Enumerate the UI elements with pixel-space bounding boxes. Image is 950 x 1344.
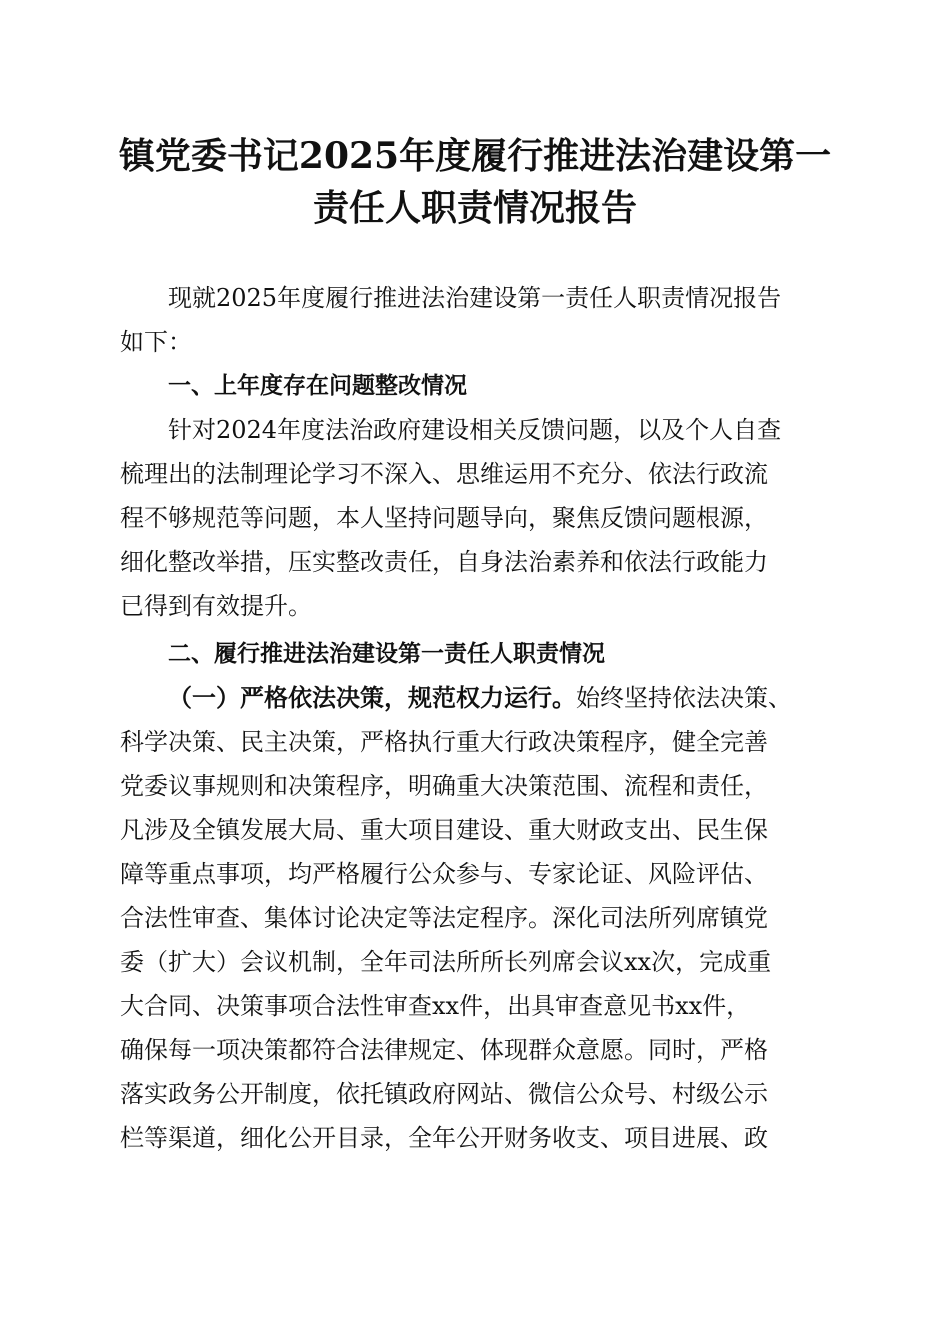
section-1-paragraph — [120, 408, 830, 628]
section-1-line: 梳理出的法制理论学习不深入、思维运用不充分、依法行政流 — [120, 460, 768, 488]
title-line-2: 责任人职责情况报告 — [312, 187, 637, 229]
section-2-paragraph — [120, 676, 830, 1160]
section-1-line: 已得到有效提升。 — [120, 592, 312, 620]
section-2-line: 栏等渠道，细化公开目录，全年公开财务收支、项目进展、政 — [120, 1124, 768, 1152]
section-2-line: 大合同、决策事项合法性审查xx件，出具审查意见书xx件， — [120, 992, 751, 1020]
section-1-line: 针对2024年度法治政府建设相关反馈问题，以及个人自查 — [168, 416, 782, 444]
section-2-line: 党委议事规则和决策程序，明确重大决策范围、流程和责任， — [120, 772, 768, 800]
section-2-line: 确保每一项决策都符合法律规定、体现群众意愿。同时，严格 — [120, 1036, 768, 1064]
section-2-line: 科学决策、民主决策，严格执行重大行政决策程序，健全完善 — [120, 728, 768, 756]
subsection-1-title: （一）严格依法决策，规范权力运行。 — [168, 684, 576, 712]
section-2-line: 合法性审查、集体讨论决定等法定程序。深化司法所列席镇党 — [120, 904, 768, 932]
document-title — [100, 130, 850, 234]
section-2-line: 委（扩大）会议机制，全年司法所所长列席会议xx次，完成重 — [120, 948, 772, 976]
section-1-line: 细化整改举措，压实整改责任，自身法治素养和依法行政能力 — [120, 548, 768, 576]
section-2-line: 凡涉及全镇发展大局、重大项目建设、重大财政支出、民生保 — [120, 816, 768, 844]
subsection-1-text: 始终坚持依法决策、 — [576, 684, 792, 712]
section-2-heading: 二、履行推进法治建设第一责任人职责情况 — [168, 641, 605, 667]
title-line-1: 镇党委书记2025年度履行推进法治建设第一 — [118, 135, 832, 177]
section-1-heading: 一、上年度存在问题整改情况 — [168, 373, 467, 399]
section-1-line: 程不够规范等问题，本人坚持问题导向，聚焦反馈问题根源， — [120, 504, 768, 532]
intro-paragraph — [120, 276, 830, 364]
section-2-line: 障等重点事项，均严格履行公众参与、专家论证、风险评估、 — [120, 860, 768, 888]
section-2-line: 落实政务公开制度，依托镇政府网站、微信公众号、村级公示 — [120, 1080, 768, 1108]
intro-line-1: 现就2025年度履行推进法治建设第一责任人职责情况报告 — [168, 284, 782, 312]
intro-line-2: 如下： — [120, 328, 192, 356]
section-2-first-line — [120, 676, 830, 720]
